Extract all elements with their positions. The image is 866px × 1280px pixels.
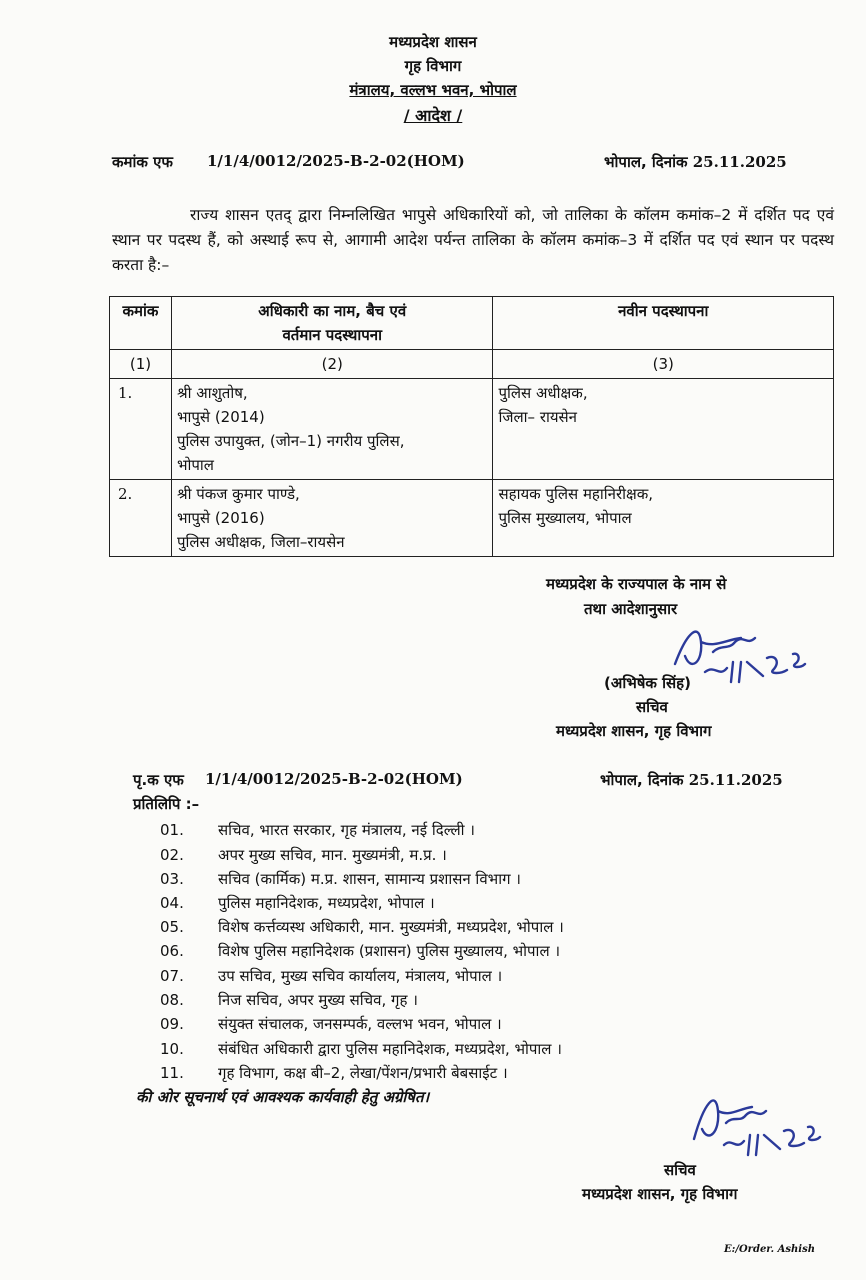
forwarding-note: की ओर सूचनार्थ एवं आवश्यक कार्यवाही हेतु अग्रेषित। <box>136 1088 430 1106</box>
row1-new-post-line1: पुलिस अधीक्षक, <box>498 384 588 402</box>
order-ref-number: 1/1/4/0012/2025-B-2-02(HOM) <box>207 152 465 170</box>
table-header-row <box>110 297 834 350</box>
authority-line2: तथा आदेशानुसार <box>584 600 678 618</box>
row2-new-post-line2: पुलिस मुख्यालय, भोपाल <box>498 509 632 527</box>
row1-new-post <box>493 379 834 480</box>
list-item: 04. पुलिस महानिदेशक, मध्यप्रदेश, भोपाल । <box>160 894 435 912</box>
order-ref-label: कमांक एफ <box>112 153 173 171</box>
footer-file-note: E:/Order. Ashish <box>724 1244 815 1255</box>
row2-new-post-line1: सहायक पुलिस महानिरीक्षक, <box>498 485 654 503</box>
table-row <box>110 379 834 480</box>
posting-table <box>109 296 834 557</box>
row1-officer-place: भोपाल <box>176 456 214 474</box>
list-item: 11. गृह विभाग, कक्ष बी–2, लेखा/पेंशन/प्रभारी बेबसाईट । <box>160 1064 508 1082</box>
header-government: मध्यप्रदेश शासन <box>389 33 477 51</box>
order-body-paragraph: राज्य शासन एतद् द्वारा निम्नलिखित भापुसे अधिकारियों को, जो तालिका के कॉलम कमांक–2 में दर्शित पद एवं स्थान पर पदस्थ हैं, को अस्थाई रूप से, आगामी आदेश पर्यन्त तालिका के कॉलम कमांक–3 में दर्शित पद एवं स्थान पर पदस्थ करता है:– <box>112 206 834 274</box>
copy-to-label: प्रतिलिपि :– <box>133 795 200 813</box>
list-item: 06. विशेष पुलिस महानिदेशक (प्रशासन) पुलिस मुख्यालय, भोपाल । <box>160 942 561 960</box>
row1-officer-batch: भापुसे (2014) <box>176 408 265 426</box>
order-date: 25.11.2025 <box>692 153 787 171</box>
endorsement-place-date <box>600 770 783 790</box>
header-address: मंत्रालय, वल्लभ भवन, भोपाल <box>349 81 517 99</box>
footer-designation: सचिव <box>664 1161 696 1179</box>
row2-sno: 2. <box>110 480 172 557</box>
header-new-post: नवीन पदस्थापना <box>493 297 834 350</box>
signatory-designation: सचिव <box>636 698 668 716</box>
header-officer-line2: वर्तमान पदस्थापना <box>282 326 382 344</box>
signatory-department: मध्यप्रदेश शासन, गृह विभाग <box>556 722 712 740</box>
colnum-2: (2) <box>171 350 493 379</box>
header-department: गृह विभाग <box>404 57 462 75</box>
colnum-1: (1) <box>110 350 172 379</box>
footer-department: मध्यप्रदेश शासन, गृह विभाग <box>582 1185 738 1203</box>
row1-new-post-line2: जिला– रायसेन <box>498 408 578 426</box>
table-colnum-row <box>110 350 834 379</box>
table-row <box>110 480 834 557</box>
row1-sno: 1. <box>110 379 172 480</box>
endorsement-date: 25.11.2025 <box>688 771 783 789</box>
colnum-3: (3) <box>493 350 834 379</box>
row1-officer-name: श्री आशुतोष, <box>176 384 248 402</box>
row1-officer-post: पुलिस उपायुक्त, (जोन–1) नगरीय पुलिस, <box>176 432 405 450</box>
list-item: 10. संबंधित अधिकारी द्वारा पुलिस महानिदेशक, मध्यप्रदेश, भोपाल । <box>160 1040 562 1058</box>
row2-officer-name: श्री पंकज कुमार पाण्डे, <box>176 485 300 503</box>
row2-officer-batch: भापुसे (2016) <box>176 509 265 527</box>
signature-2 <box>680 1083 830 1163</box>
header-officer-line1: अधिकारी का नाम, बैच एवं <box>258 302 407 320</box>
header-officer <box>171 297 493 350</box>
header-sno: कमांक <box>110 297 172 350</box>
list-item: 01. सचिव, भारत सरकार, गृह मंत्रालय, नई दिल्ली । <box>160 821 475 839</box>
list-item: 03. सचिव (कार्मिक) म.प्र. शासन, सामान्य प्रशासन विभाग । <box>160 870 521 888</box>
row2-officer <box>171 480 493 557</box>
signatory-name: (अभिषेक सिंह) <box>604 674 692 692</box>
order-place-label: भोपाल, दिनांक <box>604 153 688 171</box>
row2-officer-post: पुलिस अधीक्षक, जिला–रायसेन <box>176 533 345 551</box>
list-item: 08. निज सचिव, अपर मुख्य सचिव, गृह । <box>160 991 418 1009</box>
list-item: 02. अपर मुख्य सचिव, मान. मुख्यमंत्री, म.प्र. । <box>160 846 447 864</box>
order-ref-place-date <box>604 152 787 172</box>
list-item: 09. संयुक्त संचालक, जनसम्पर्क, वल्लभ भवन, भोपाल । <box>160 1015 502 1033</box>
header-order-title: / आदेश / <box>403 106 463 125</box>
authority-line1: मध्यप्रदेश के राज्यपाल के नाम से <box>546 575 727 593</box>
endorsement-ref-number: 1/1/4/0012/2025-B-2-02(HOM) <box>205 770 463 788</box>
list-item: 05. विशेष कर्त्तव्यस्थ अधिकारी, मान. मुख्यमंत्री, मध्यप्रदेश, भोपाल । <box>160 918 564 936</box>
list-item: 07. उप सचिव, मुख्य सचिव कार्यालय, मंत्रालय, भोपाल । <box>160 967 503 985</box>
endorsement-place-label: भोपाल, दिनांक <box>600 771 684 789</box>
row2-new-post <box>493 480 834 557</box>
row1-officer <box>171 379 493 480</box>
endorsement-ref-label: पृ.क एफ <box>133 771 184 789</box>
